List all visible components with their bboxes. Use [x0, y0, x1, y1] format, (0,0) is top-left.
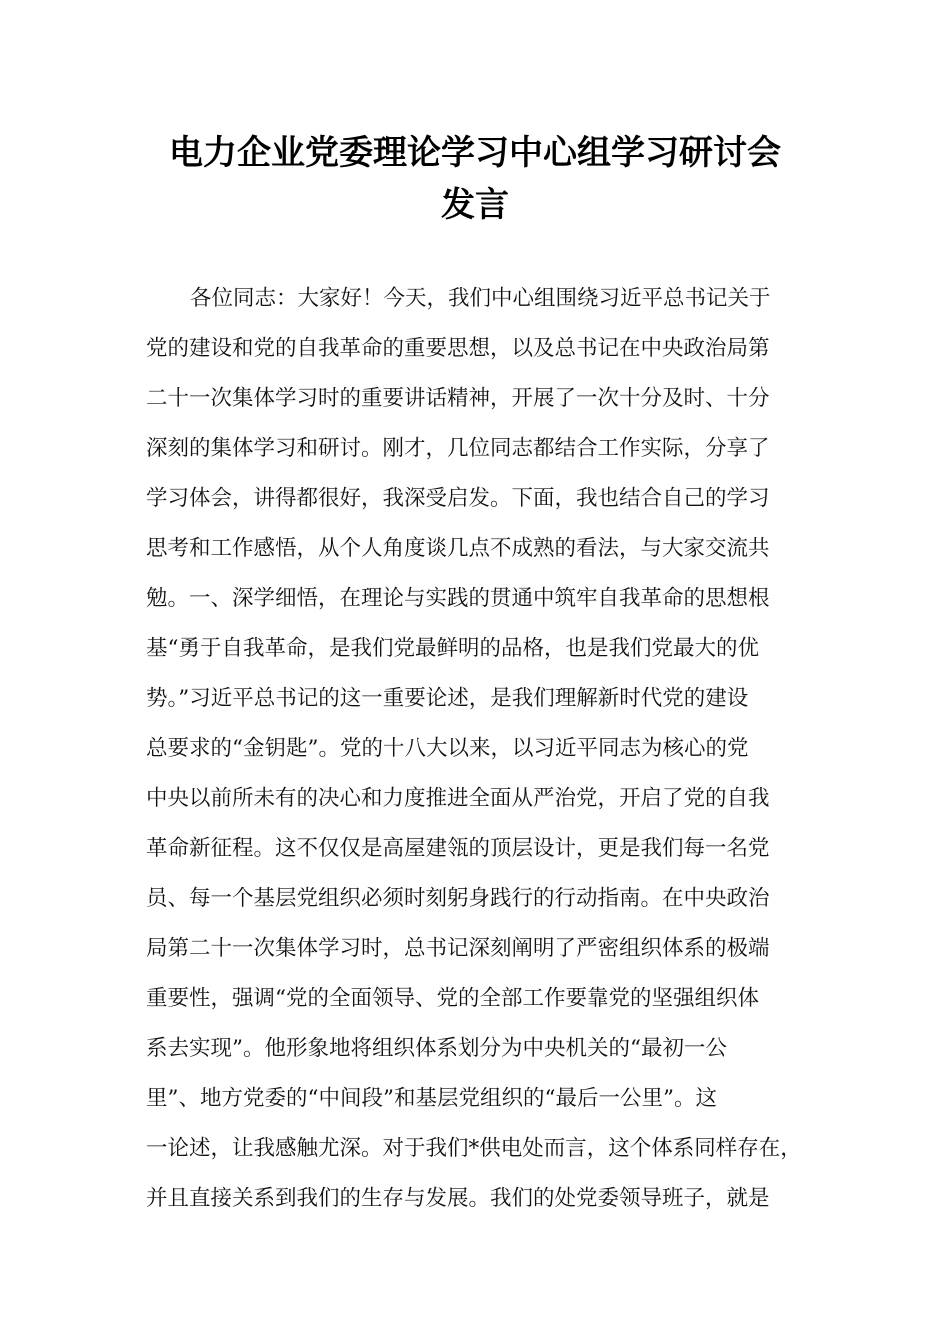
body-line-17: 里”、地方党委的“中间段”和基层党组织的“最后一公里”。这 — [146, 1086, 717, 1111]
body-line-5: 学习体会，讲得都很好，我深受启发。下面，我也结合自己的学习 — [146, 486, 770, 511]
body-line-16: 系去实现”。他形象地将组织体系划分为中央机关的“最初一公 — [146, 1036, 727, 1061]
document-title-line-1: 电力企业党委理论学习中心组学习研讨会 — [169, 133, 781, 173]
body-line-2: 党的建设和党的自我革命的重要思想，以及总书记在中央政治局第 — [146, 336, 770, 361]
body-line-14: 局第二十一次集体学习时，总书记深刻阐明了严密组织体系的极端 — [146, 936, 770, 961]
body-line-6: 思考和工作感悟，从个人角度谈几点不成熟的看法，与大家交流共 — [146, 536, 770, 561]
body-line-7: 勉。一、深学细悟，在理论与实践的贯通中筑牢自我革命的思想根 — [146, 586, 770, 611]
body-line-3: 二十一次集体学习时的重要讲话精神，开展了一次十分及时、十分 — [146, 386, 770, 411]
body-line-1: 各位同志：大家好！今天，我们中心组围绕习近平总书记关于 — [190, 286, 771, 311]
body-line-8: 基“勇于自我革命，是我们党最鲜明的品格，也是我们党最大的优 — [146, 636, 759, 661]
body-line-10: 总要求的“金钥匙”。党的十八大以来，以习近平同志为核心的党 — [146, 736, 749, 761]
document-title-line-2: 发言 — [441, 185, 509, 225]
body-line-12: 革命新征程。这不仅仅是高屋建瓴的顶层设计，更是我们每一名党 — [146, 836, 770, 861]
body-line-13: 员、每一个基层党组织必须时刻躬身践行的行动指南。在中央政治 — [146, 886, 770, 911]
body-line-19: 并且直接关系到我们的生存与发展。我们的处党委领导班子，就是 — [146, 1186, 770, 1211]
body-line-9: 势。”习近平总书记的这一重要论述，是我们理解新时代党的建设 — [146, 686, 749, 711]
body-line-4: 深刻的集体学习和研讨。刚才，几位同志都结合工作实际，分享了 — [146, 436, 770, 461]
body-line-11: 中央以前所未有的决心和力度推进全面从严治党，开启了党的自我 — [146, 786, 770, 811]
body-line-18: 一论述，让我感触尤深。对于我们*供电处而言，这个体系同样存在， — [146, 1136, 802, 1161]
body-line-15: 重要性，强调“党的全面领导、党的全部工作要靠党的坚强组织体 — [146, 986, 759, 1011]
